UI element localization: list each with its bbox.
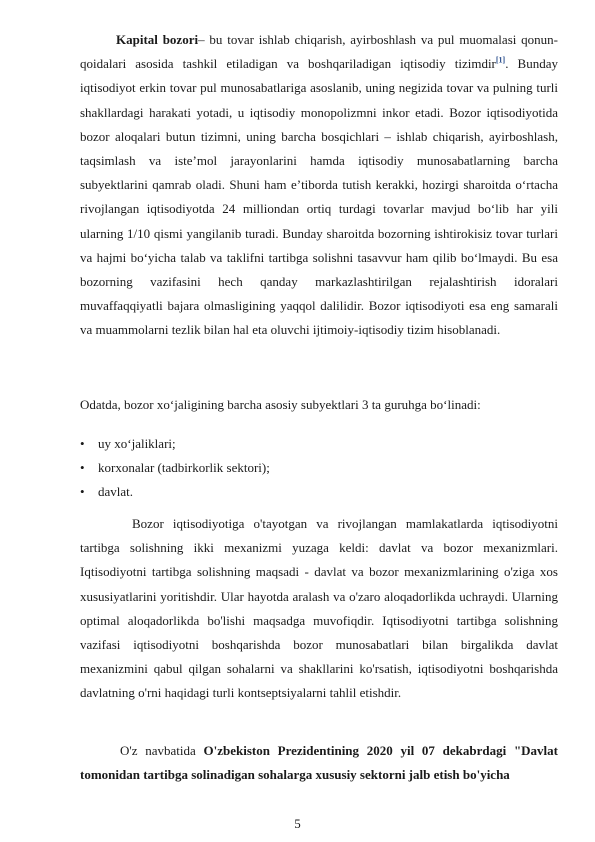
paragraph-regulation-mechanisms: Bozor iqtisodiyotiga o'tayotgan va rivojlangan mamlakatlarda iqtisodiyotni tartibga solishning ikki mexanizmi yuzaga keldi: davlat va bozor mexanizmlari. Iqtisodiyotni tartibga solishning maqsadi - davlat va bozor mexanizmlarining o'ziga xos xususiyatlarini yoritishdir. Ular hayotda aralash va o'zaro aloqadorlikda uchraydi. Ularning optimal aloqadorlikda bo'lishi maqsadga muvofiqdir. Iqtisodiyotni tartibga solishning vazifasi iqtisodiyotni boshqarishda bozor munosabatlari bilan birgalikda davlat mexanizmini qabul qilgan sohalarni va shakllarini ko'rsatish, iqtisodiyotni boshqarishda davlatning o'rni haqidagi turli kontseptsiyalarni tahlil etishdir. [80,516,558,701]
list-item [80,432,558,456]
paragraph-subjects-intro: Odatda, bozor xoʻjaligining barcha asosiy subyektlari 3 ta guruhga boʻlinadi: [80,397,481,412]
list-item-text: uy xoʻjaliklari; [98,436,176,451]
paragraph-text-continued: . Bunday iqtisodiyot erkin tovar pul munosabatlariga asoslanib, uning negizida tovar va pulning turli shakllardagi harakati yotadi, u iqtisodiy monopolizmni inkor etadi. Bozor iqtisodiyotida bozor aloqalari butun tizimni, uning barcha bosqichlari – ishlab chiqarish, ayirboshlash, taqsimlash va isteʼmol jarayonlarini hamda iqtisodiy munosabatlarning barcha subyektlarini qamrab oladi. Shuni ham eʼtiborda tutish kerakki, hozirgi sharoitda oʻrtacha rivojlangan iqtisodiyotda 24 milliondan ortiq turdagi tovarlar mavjud boʻlib har yili ularning 1/10 qismi yangilanib turadi. Bunday sharoitda bozorning ishtirokisiz tovar turlari va hajmi boʻyicha talab va taklifni tartibga solishni tasavvur ham qilib boʻlmaydi. Bu esa bozorning vazifasini hech qanday markazlashtirilgan rejalashtirish idoralari muvaffaqqiyatli bajara olmasligining yaqqol dalilidir. Bozor iqtisodiyoti esa eng samarali va muammolarni tezlik bilan hal eta oluvchi ijtimoiy-iqtisodiy tizim hisoblanadi. [80,56,558,338]
footnote-reference-link[interactable]: [1] [495,55,506,65]
bold-decree-title: O'zbekiston Prezidentining 2020 yil 07 dekabrdagi "Davlat tomonidan tartibga solinadigan sohalarga xususiy sektorni jalb etish bo'yicha [80,743,558,783]
bullet-list [80,432,558,504]
paragraph-text: O'z navbatida [120,743,204,758]
bullet-icon: • [80,484,85,499]
bullet-icon: • [80,460,85,475]
list-item [80,480,558,504]
bold-term: Kapital bozori [116,32,199,47]
paragraph-text: – bu tovar ishlab chiqarish, ayirboshlash va pul muomalasi qonun-qoidalari asosida tashkil etiladigan va boshqariladigan iqtisodiy tizimdir [80,32,558,72]
list-item-text: davlat. [98,484,134,499]
bullet-icon: • [80,436,85,451]
paragraph-kapital-bozori [80,28,558,343]
list-item-text: korxonalar (tadbirkorlik sektori); [98,460,270,475]
paragraph-presidential-decree [80,739,558,787]
page-number: 5 [294,816,301,831]
list-item [80,456,558,480]
